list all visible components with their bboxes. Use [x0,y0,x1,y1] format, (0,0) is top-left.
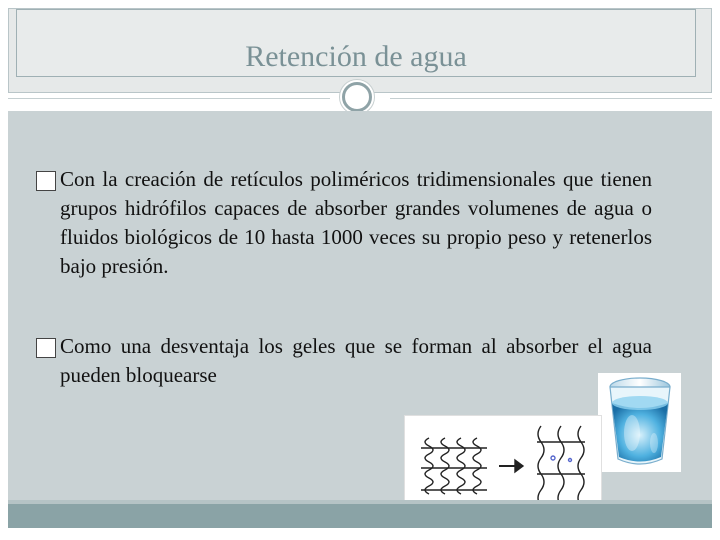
paragraph-2: Como una desventaja los geles que se forman al absorber el agua pueden bloquearse [60,334,652,387]
water-glass-icon [598,373,681,472]
swollen-network [537,426,585,506]
slide-title: Retención de agua [245,40,467,73]
arrow-right-icon [499,460,523,472]
bullet-square [36,171,56,191]
ring-ornament-inner [342,82,372,112]
bullet-square [36,338,56,358]
bottom-bar [8,504,712,528]
coiled-chains [421,438,487,494]
water-glass-image [598,373,681,472]
paragraph-1: Con la creación de retículos poliméricos tridimensionales que tienen grupos hidrófilos capaces de absorber grandes volumenes de agua o fluidos biológicos de 10 hasta 1000 veces su propio peso y retenerlos bajo presión. [60,167,652,278]
title-frame [16,9,696,77]
